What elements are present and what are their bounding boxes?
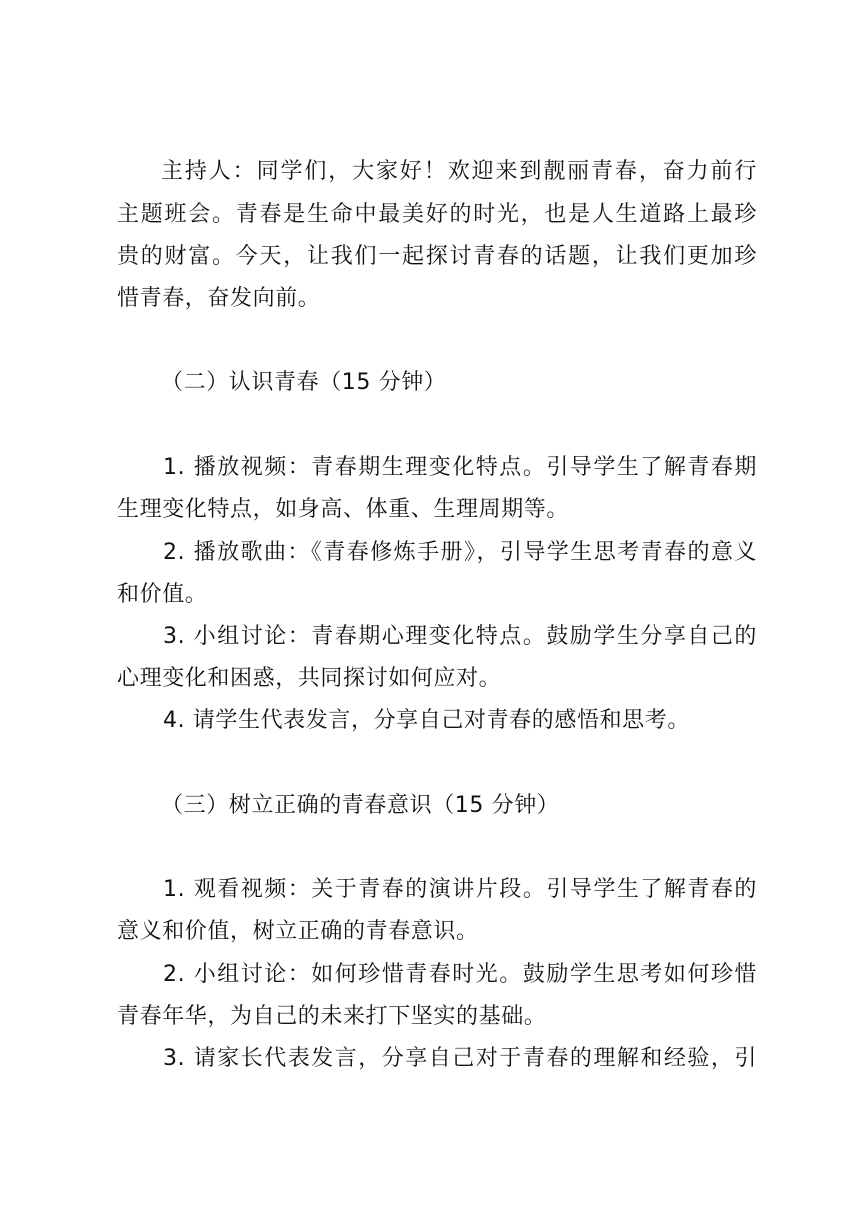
intro-line-1: 主持人：同学们，大家好！欢迎来到靓丽青春，奋力前行 [161,159,757,184]
section3-line-3: 2. 小组讨论：如何珍惜青春时光。鼓励学生思考如何珍惜 [163,962,757,987]
section3-line-4: 青春年华，为自己的未来打下坚实的基础。 [117,1004,547,1029]
section2-line-3: 2. 播放歌曲：《青春修炼手册》，引导学生思考青春的意义 [163,540,757,565]
section2-line-2: 生理变化特点，如身高、体重、生理周期等。 [117,497,570,522]
section3-line-2: 意义和价值，树立正确的青春意识。 [117,919,479,944]
section2-line-1: 1. 播放视频：青春期生理变化特点。引导学生了解青春期 [163,455,757,480]
section2-line-7: 4. 请学生代表发言，分享自己对青春的感悟和思考。 [163,708,690,733]
section2-line-6: 心理变化和困惑，共同探讨如何应对。 [117,666,502,691]
section2-line-5: 3. 小组讨论：青春期心理变化特点。鼓励学生分享自己的 [163,624,757,649]
section3-line-1: 1. 观看视频：关于青春的演讲片段。引导学生了解青春的 [163,877,757,902]
section3-heading: （三）树立正确的青春意识（15 分钟） [161,793,560,818]
intro-line-2: 主题班会。青春是生命中最美好的时光，也是人生道路上最珍 [117,202,757,227]
intro-line-3: 贵的财富。今天，让我们一起探讨青春的话题，让我们更加珍 [117,244,757,269]
section2-heading: （二）认识青春（15 分钟） [161,370,447,395]
section3-line-5: 3. 请家长代表发言，分享自己对于青春的理解和经验，引 [163,1046,757,1071]
section2-line-4: 和价值。 [117,582,208,607]
intro-line-4: 惜青春，奋发向前。 [117,286,321,311]
